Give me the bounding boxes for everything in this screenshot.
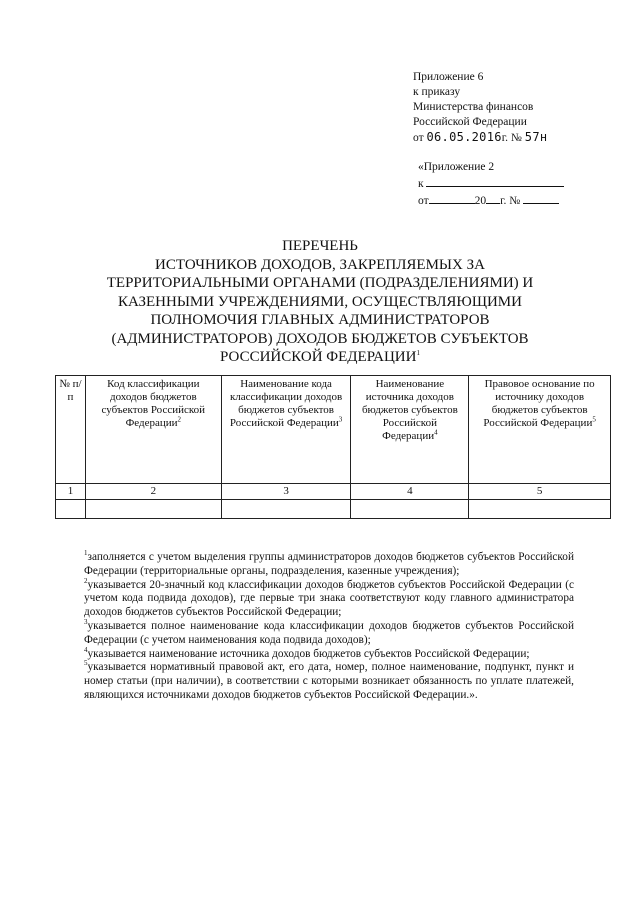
- header-footnote-ref: 5: [592, 415, 596, 424]
- title-line: (АДМИНИСТРАТОРОВ) ДОХОДОВ БЮДЖЕТОВ СУБЪЕКТОВ: [111, 330, 529, 347]
- date-prefix: от: [413, 132, 424, 144]
- footnote-number: 3: [84, 618, 88, 627]
- date-year-tail: 16: [486, 130, 502, 144]
- empty-cell: [351, 500, 469, 519]
- column-number-cell: 5: [469, 484, 611, 500]
- footnotes: [84, 551, 574, 703]
- header-order-line: к приказу: [413, 86, 461, 98]
- number-blank-line: [523, 192, 559, 204]
- column-number-cell: 1: [56, 484, 86, 500]
- footnote-number: 4: [84, 645, 88, 654]
- header-cell-code-name: [221, 376, 351, 484]
- title-line: ТЕРРИТОРИАЛЬНЫМИ ОРГАНАМИ (ПОДРАЗДЕЛЕНИЯМИ) И: [106, 275, 534, 291]
- empty-cell: [56, 500, 86, 519]
- header-ministry-line: Министерства финансов: [413, 101, 534, 113]
- appendix-2-order-prefix: к: [418, 178, 424, 190]
- footnote-number: 2: [84, 576, 88, 585]
- appendix-2-date-line: [418, 192, 588, 209]
- column-number-cell: 4: [351, 484, 469, 500]
- appendix-2-date-prefix: от: [418, 195, 429, 207]
- footnote: [84, 645, 574, 662]
- footnote-number: 5: [84, 659, 88, 668]
- header-cell-text: Код классификации доходов бюджетов субъектов Российской Федерации: [101, 378, 206, 429]
- footnote: [84, 576, 574, 620]
- column-number-cell: 3: [221, 484, 351, 500]
- date-blank-line: [429, 192, 475, 204]
- empty-cell: [221, 500, 351, 519]
- header-date-line: [413, 130, 613, 146]
- table-number-row: [56, 484, 611, 500]
- date-value: 06.05.20: [426, 130, 487, 144]
- header-cell-text: Наименование источника доходов бюджетов субъектов Российской Федерации: [361, 378, 458, 442]
- header-cell-legal-basis: [469, 376, 611, 484]
- title-line: ПЕРЕЧЕНЬ: [282, 238, 358, 254]
- column-number-cell: 2: [85, 484, 221, 500]
- header-cell-text: № п/п: [59, 378, 82, 403]
- header-cell-text: Правовое основание по источнику доходов бюджетов субъектов Российской Федерации: [483, 378, 595, 429]
- table-header-row: [56, 376, 611, 484]
- title-line: [60, 348, 580, 367]
- header-cell-number: [56, 376, 86, 484]
- footnote-text: указывается 20-значный код классификации доходов бюджетов субъектов Российской Федерации (с учетом кода подвида доходов), где первые три знака соответствуют коду главного администратора доходов бюджетов субъектов Российской Федерации;: [84, 578, 574, 619]
- appendix-2-title: «Приложение 2: [418, 161, 495, 173]
- document-title: [60, 237, 580, 367]
- footnote: [84, 661, 574, 702]
- title-line: КАЗЕННЫМИ УЧРЕЖДЕНИЯМИ, ОСУЩЕСТВЛЯЮЩИМИ: [118, 293, 522, 310]
- appendix-2-year: 20: [474, 195, 487, 207]
- header-footnote-ref: 3: [338, 415, 343, 424]
- empty-cell: [85, 500, 221, 519]
- header-footnote-ref: 4: [434, 428, 438, 437]
- footnote-text: указывается полное наименование кода классификации доходов бюджетов субъектов Российской Федерации (с учетом наименования кода подвида доходов);: [84, 619, 574, 646]
- footnote-number: 1: [84, 549, 88, 558]
- appendix-2-header: [418, 160, 588, 209]
- footnote-text: указывается наименование источника доходов бюджетов субъектов Российской Федерации;: [87, 647, 530, 660]
- income-sources-table: [55, 375, 611, 519]
- year-blank-line: [486, 192, 500, 204]
- order-blank-line: [426, 175, 564, 187]
- title-line: ПОЛНОМОЧИЯ ГЛАВНЫХ АДМИНИСТРАТОРОВ: [150, 312, 490, 328]
- footnote: [84, 620, 574, 648]
- header-appendix-line: Приложение 6: [413, 71, 484, 83]
- footnote-text: заполняется с учетом выделения группы администраторов доходов бюджетов субъектов Российской Федерации (территориальные органы, подразделения, казенные учреждения);: [84, 551, 574, 577]
- footnote: [84, 551, 574, 579]
- header-cell-source-name: [351, 376, 469, 484]
- title-last-line-text: РОССИЙСКОЙ ФЕДЕРАЦИИ: [220, 349, 417, 365]
- title-footnote-ref: 1: [416, 349, 420, 357]
- appendix-2-number-label: г. №: [500, 195, 521, 207]
- header-cell-code: [85, 376, 221, 484]
- order-number: 57н: [524, 130, 548, 144]
- title-line: ИСТОЧНИКОВ ДОХОДОВ, ЗАКРЕПЛЯЕМЫХ ЗА: [155, 256, 485, 273]
- header-country-line: Российской Федерации: [413, 116, 527, 128]
- empty-cell: [469, 500, 611, 519]
- appendix-2-order-line: [418, 175, 588, 192]
- table-empty-row: [56, 500, 611, 519]
- header-footnote-ref: 2: [177, 415, 182, 424]
- footnote-text: указывается нормативный правовой акт, его дата, номер, полное наименование, подпункт, пункт и номер статьи (при наличии), в соответствии с которыми возникает обязанность по уплате платежей, являющихся источниками доходов бюджетов субъектов Российской Федерации.».: [84, 661, 574, 701]
- date-number-label: г. №: [501, 132, 522, 144]
- order-header: [413, 70, 613, 146]
- header-cell-text: Наименование кода классификации доходов бюджетов субъектов Российской Федерации: [229, 378, 343, 429]
